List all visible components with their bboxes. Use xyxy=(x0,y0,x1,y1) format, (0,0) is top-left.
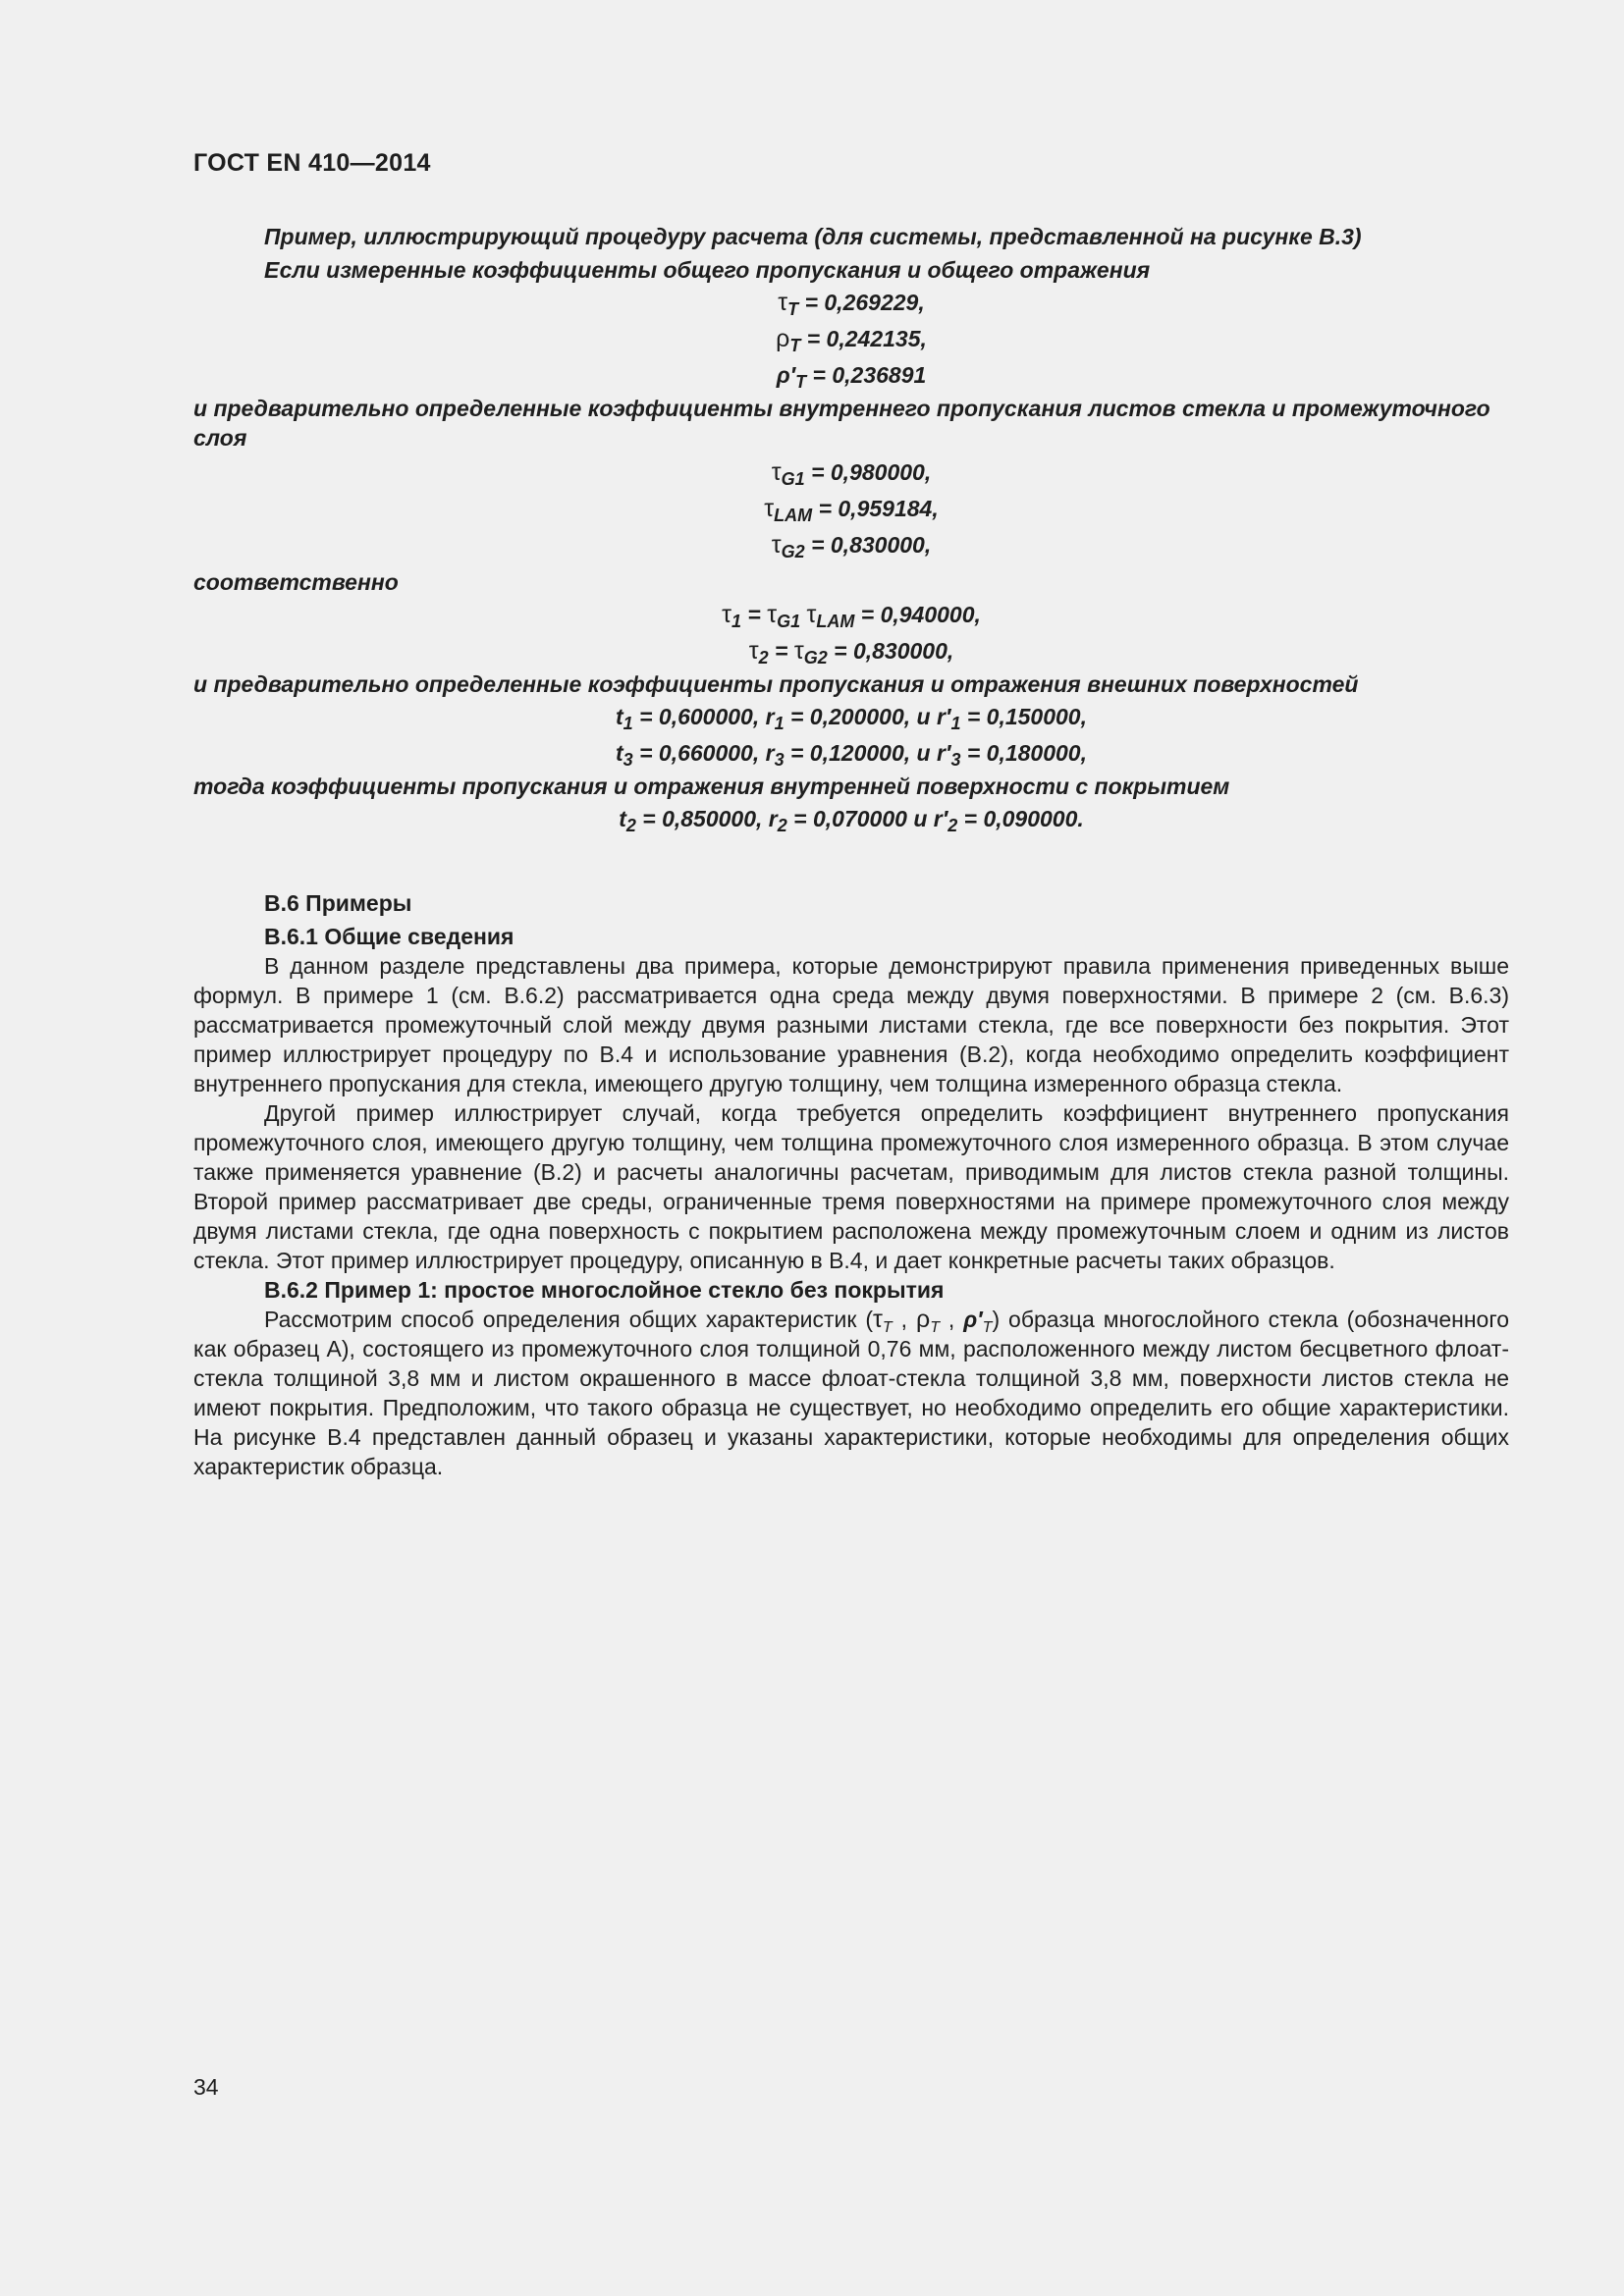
respectively-label: соответственно xyxy=(193,569,399,595)
paragraph-b6-1-second: Другой пример иллюстрирует случай, когда требуется определить коэффициент внутреннего пропускания промежуточного слоя, имеющего другую толщину, чем толщина промежуточного слоя измеренного образца. В этом случае также применяется уравнение (B.2) и расчеты аналогичны расчетам, приводимым для листов стекла разной толщины. Второй пример рассматривает две среды, ограниченные тремя поверхностями на примере промежуточного слоя между двумя листами стекла, где одна поверхность с покрытием расположена между промежуточным слоем и одним из листов стекла. Этот пример иллюстрирует процедуру, описанную в B.4, и дает конкретные расчеты таких образцов. xyxy=(193,1100,1509,1273)
section-b6-heading: B.6 Примеры xyxy=(264,890,412,916)
formula-tau-g1: $\tau_{G1} = 0,980000$, xyxy=(771,458,932,489)
document-code-header: ГОСТ EN 410—2014 xyxy=(193,149,431,177)
internal-intro: и предварительно определенные коэффициенты внутреннего пропускания листов стекла и промежуточного слоя xyxy=(193,396,1490,451)
section-b6 xyxy=(193,888,1509,1481)
paragraph-b6-2: Рассмотрим способ определения общих характеристик ($\tau_T$ , $\rho_T$ , $\rho'_T$) образца многослойного стекла (обозначенного как образец A), состоящего из промежуточного слоя толщиной 0,76 мм, расположенного между листом бесцветного флоат-стекла толщиной 3,8 мм и листом окрашенного в массе флоат-стекла толщиной 3,8 мм, поверхности листов стекла не имеют покрытия. Предположим, что такого образца не существует, но необходимо определить его общие характеристики. На рисунке B.4 представлен данный образец и указаны характеристики, которые необходимы для определения общих характеристик образца. xyxy=(193,1306,1510,1479)
formula-rho-t-prime: $\rho'_T = 0,236891$ xyxy=(776,362,927,392)
page-number: 34 xyxy=(193,2074,219,2100)
formula-t2-r2: $t_2 = 0,850000$, $r_2 = 0,070000$ и $r'_2 = 0,090000$. xyxy=(619,806,1084,835)
page-content xyxy=(193,222,1509,1481)
formula-t1-r1: $t_1 = 0,600000$, $r_1 = 0,200000$, и $r'_1 = 0,150000$, xyxy=(616,704,1087,733)
formula-tau-g2: $\tau_{G2} = 0,830000$, xyxy=(771,531,932,561)
measured-intro: Если измеренные коэффициенты общего пропускания и общего отражения xyxy=(264,257,1151,283)
example-title: Пример, иллюстрирующий процедуру расчета (для системы, представленной на рисунке B.3) xyxy=(264,224,1362,249)
formula-tau-2: $\tau_2 = \tau_{G2} = 0,830000$, xyxy=(748,637,954,667)
subsection-b6-2-heading: B.6.2 Пример 1: простое многослойное стекло без покрытия xyxy=(264,1277,945,1303)
formula-tau-lam: $\tau_{LAM} = 0,959184$, xyxy=(764,495,939,525)
formula-tau-1: $\tau_1 = \tau_{G1}$ $\tau_{LAM} = 0,940000$, xyxy=(722,601,981,631)
subsection-b6-1-heading: B.6.1 Общие сведения xyxy=(264,924,514,949)
surfaces-intro: и предварительно определенные коэффициенты пропускания и отражения внешних поверхностей xyxy=(193,671,1359,697)
paragraph-b6-1-first: В данном разделе представлены два примера, которые демонстрируют правила применения приведенных выше формул. В примере 1 (см. B.6.2) рассматривается одна среда между двумя поверхностями. В примере 2 (см. B.6.3) рассматривается промежуточный слой между двумя разными листами стекла, где все поверхности без покрытия. Этот пример иллюстрирует процедуру по B.4 и использование уравнения (B.2), когда необходимо определить коэффициент внутреннего пропускания для стекла, имеющего другую толщину, чем толщина измеренного образца стекла. xyxy=(193,953,1509,1096)
formula-tau-t: $\tau_T = 0,269229$, xyxy=(778,289,925,319)
formula-rho-t: $\rho_T = 0,242135$, xyxy=(776,325,927,355)
coated-intro: тогда коэффициенты пропускания и отражения внутренней поверхности с покрытием xyxy=(193,774,1230,799)
formula-t3-r3: $t_3 = 0,660000$, $r_3 = 0,120000$, и $r'_3 = 0,180000$, xyxy=(616,740,1087,770)
